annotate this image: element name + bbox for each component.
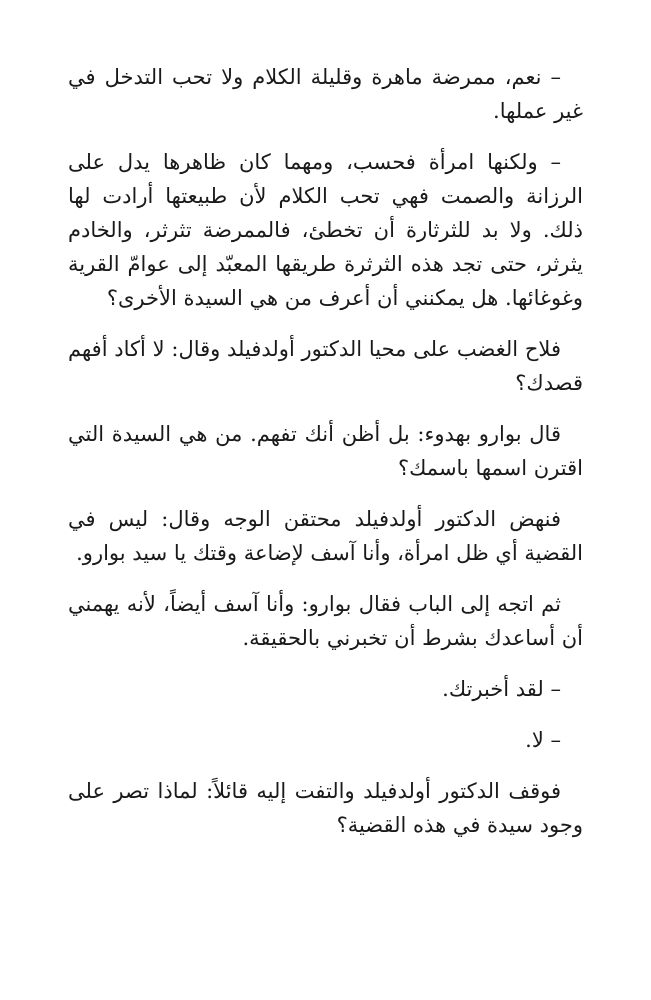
paragraph-8: – لا. (525, 728, 561, 752)
paragraph-2: – ولكنها امرأة فحسب، ومهما كان ظاهرها يدل على الرزانة والصمت فهي تحب الكلام لأن طبيعتها أرادت لها ذلك. ولا بد للثرثارة أن تخطئ، فالممرضة تثرثر، والخادم يثرثر، حتى تجد هذه الثرثرة طريقها المعبّد إلى عوامّ القرية وغوغائها. هل يمكنني أن أعرف من هي السيدة الأخرى؟ (68, 150, 583, 310)
paragraph-9: فوقف الدكتور أولدفيلد والتفت إليه قائلاً: لماذا تصر على وجود سيدة في هذه القضية؟ (68, 779, 583, 837)
paragraph-4: قال بوارو بهدوء: بل أظن أنك تفهم. من هي السيدة التي اقترن اسمها باسمك؟ (68, 422, 583, 480)
paragraph-5: فنهض الدكتور أولدفيلد محتقن الوجه وقال: ليس في القضية أي ظل امرأة، وأنا آسف لإضاعة وقتك يا سيد بوارو. (68, 507, 583, 565)
paragraph-3: فلاح الغضب على محيا الدكتور أولدفيلد وقال: لا أكاد أفهم قصدك؟ (68, 337, 583, 395)
paragraph-6: ثم اتجه إلى الباب فقال بوارو: وأنا آسف أيضاً، لأنه يهمني أن أساعدك بشرط أن تخبرني بالحقيقة. (68, 592, 583, 650)
paragraph-1: – نعم، ممرضة ماهرة وقليلة الكلام ولا تحب التدخل في غير عملها. (68, 65, 583, 123)
paragraph-7: – لقد أخبرتك. (442, 677, 561, 701)
